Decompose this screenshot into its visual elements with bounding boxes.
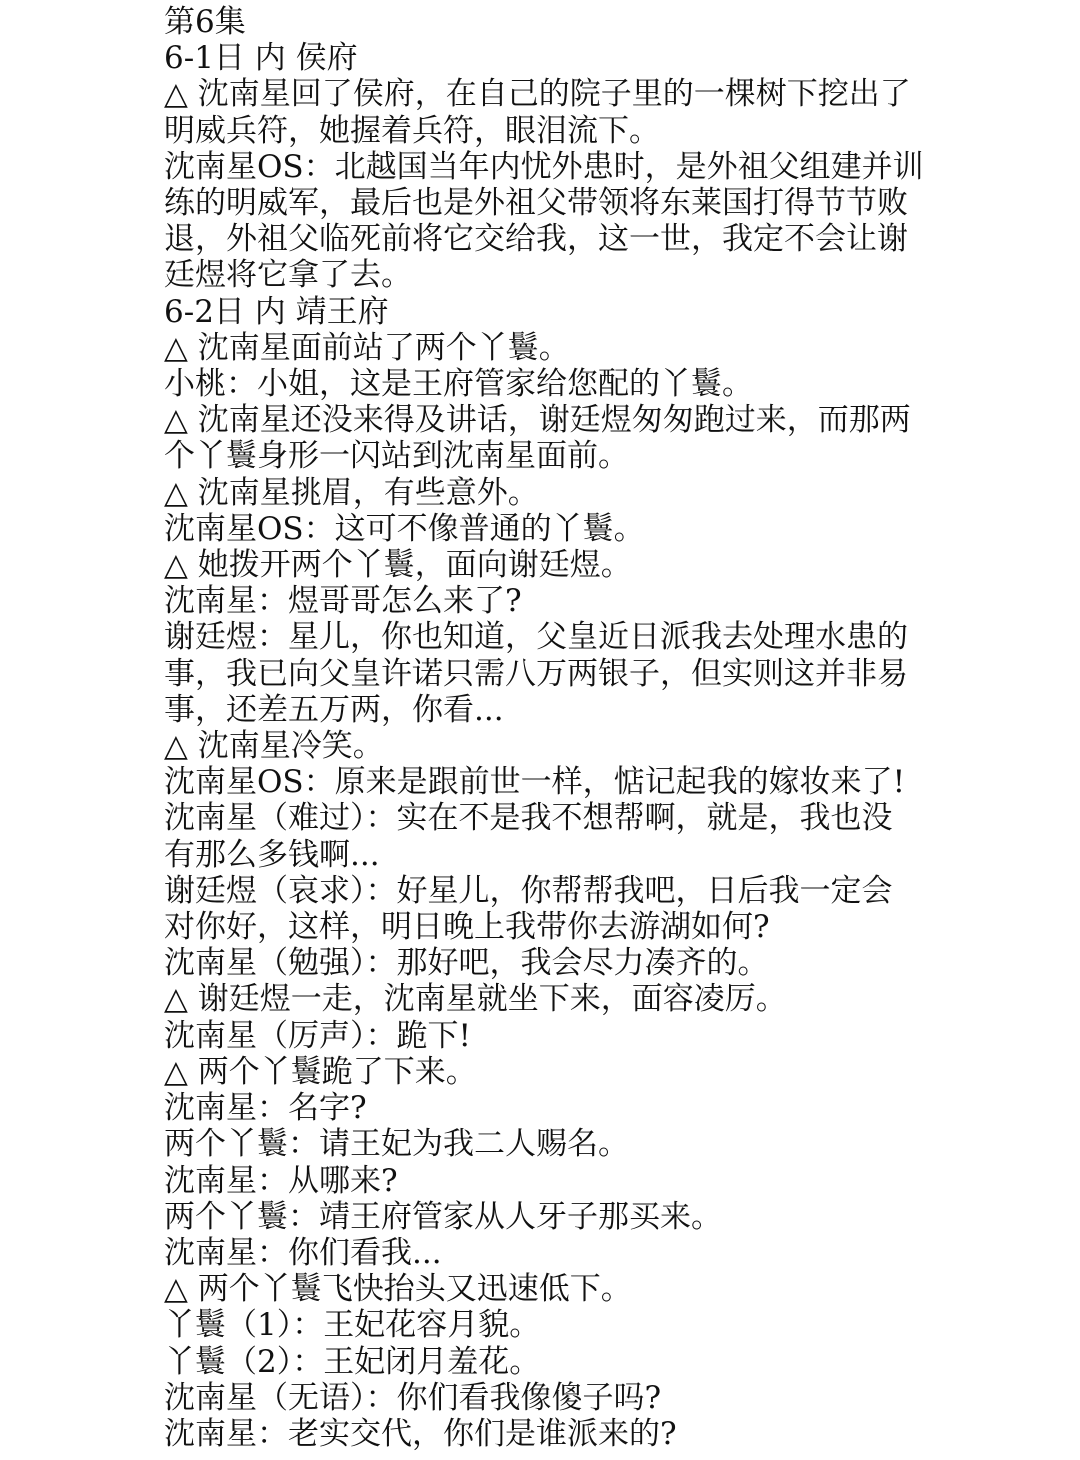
- script-line: 沈南星（无语）：你们看我像傻子吗?: [164, 1379, 662, 1416]
- script-line: 沈南星OS：这可不像普通的丫鬟。: [164, 510, 645, 547]
- script-line: △ 谢廷煜一走，沈南星就坐下来，面容凌厉。: [164, 981, 787, 1018]
- script-line: 退，外祖父临死前将它交给我，这一世，我定不会让谢: [164, 221, 908, 258]
- script-line: △ 沈南星回了侯府，在自己的院子里的一棵树下挖出了: [164, 76, 911, 113]
- script-line: 谢廷煜（哀求）：好星儿，你帮帮我吧，日后我一定会: [164, 872, 893, 909]
- script-line: △ 沈南星挑眉，有些意外。: [164, 474, 539, 511]
- script-line: 沈南星OS：原来是跟前世一样，惦记起我的嫁妆来了!: [164, 764, 906, 801]
- script-line: 丫鬟（1）：王妃花容月貌。: [164, 1307, 541, 1344]
- script-line: 沈南星（难过）：实在不是我不想帮啊，就是，我也没: [164, 800, 893, 837]
- script-line: 廷煜将它拿了去。: [164, 257, 412, 294]
- script-line: 丫鬟（2）：王妃闭月羞花。: [164, 1343, 541, 1380]
- script-line: 事，还差五万两，你看...: [164, 691, 504, 728]
- script-line: 事，我已向父皇许诺只需八万两银子，但实则这并非易: [164, 655, 908, 692]
- script-line: △ 两个丫鬟跪了下来。: [164, 1053, 477, 1090]
- script-line: 沈南星：从哪来?: [164, 1162, 398, 1199]
- script-line: 沈南星：老实交代，你们是谁派来的?: [164, 1415, 677, 1452]
- script-line: 6-1日 内 侯府: [164, 40, 358, 77]
- script-line: 沈南星OS：北越国当年内忧外患时，是外祖父组建并训: [164, 148, 924, 185]
- script-line: △ 两个丫鬟飞快抬头又迅速低下。: [164, 1271, 632, 1308]
- script-line: 明威兵符，她握着兵符，眼泪流下。: [164, 112, 660, 149]
- script-line: 对你好，这样，明日晚上我带你去游湖如何?: [164, 909, 770, 946]
- script-line: △ 沈南星还没来得及讲话，谢廷煜匆匆跑过来，而那两: [164, 402, 911, 439]
- script-lines: [164, 40, 924, 1452]
- script-line: 个丫鬟身形一闪站到沈南星面前。: [164, 438, 629, 475]
- script-line: 沈南星：名字?: [164, 1090, 367, 1127]
- script-line: 谢廷煜：星儿，你也知道，父皇近日派我去处理水患的: [164, 619, 908, 656]
- script-body: [164, 4, 924, 1452]
- script-line: 有那么多钱啊...: [164, 836, 380, 873]
- script-line: 沈南星：煜哥哥怎么来了?: [164, 583, 522, 620]
- script-line: 两个丫鬟：靖王府管家从人牙子那买来。: [164, 1198, 722, 1235]
- script-line: 沈南星（勉强）：那好吧，我会尽力凑齐的。: [164, 945, 769, 982]
- script-line: 两个丫鬟：请王妃为我二人赐名。: [164, 1126, 629, 1163]
- episode-title: 第6集: [164, 4, 246, 40]
- script-line: △ 沈南星面前站了两个丫鬟。: [164, 329, 570, 366]
- script-line: 沈南星（厉声）：跪下!: [164, 1017, 471, 1054]
- script-line: 6-2日 内 靖王府: [164, 293, 389, 330]
- script-line: 练的明威军，最后也是外祖父带领将东莱国打得节节败: [164, 185, 908, 222]
- script-line: △ 沈南星冷笑。: [164, 728, 384, 765]
- script-line: 沈南星：你们看我...: [164, 1234, 442, 1271]
- script-line: △ 她拨开两个丫鬟，面向谢廷煜。: [164, 547, 632, 584]
- script-line: 小桃：小姐，这是王府管家给您配的丫鬟。: [164, 366, 753, 403]
